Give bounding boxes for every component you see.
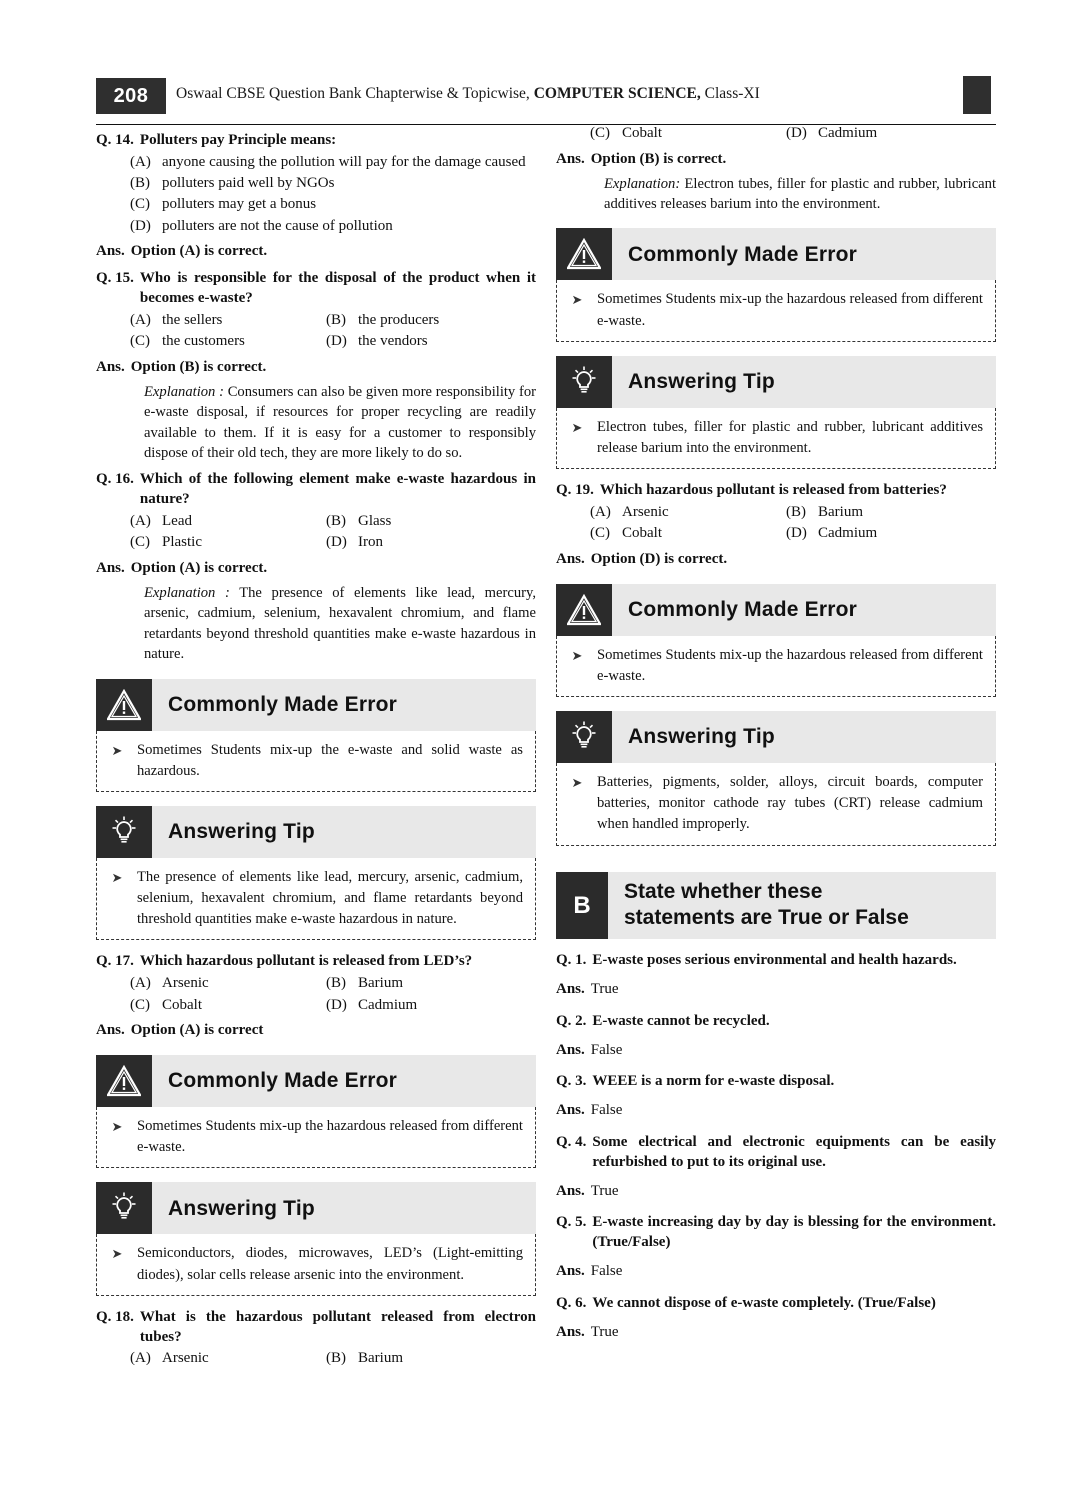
answering-tip-box xyxy=(556,356,996,469)
option-c xyxy=(130,195,536,215)
option-b xyxy=(326,311,439,331)
option-c xyxy=(130,332,326,352)
option-key: (B) xyxy=(326,311,346,328)
option-b xyxy=(326,974,403,994)
option-text: Cobalt xyxy=(622,125,662,141)
option-key: (B) xyxy=(326,975,346,992)
box-body-text: Semiconductors, diodes, microwaves, LED’s (Light-emitting diodes), solar cells release arsenic into the environment. xyxy=(137,1245,523,1283)
light-bulb-icon xyxy=(556,356,612,408)
options-q18-part1 xyxy=(96,1349,536,1369)
option-a xyxy=(130,1349,326,1369)
option-text: Barium xyxy=(818,503,863,520)
option-key: (A) xyxy=(590,503,611,520)
option-text: Plastic xyxy=(162,534,202,551)
box-body-text: Sometimes Students mix-up the hazardous released from different e-waste. xyxy=(597,646,983,684)
arrow-bullet-icon: ➤ xyxy=(111,869,123,885)
explanation-label: Explanation: xyxy=(604,175,681,192)
question-block-q19 xyxy=(556,481,996,501)
option-c xyxy=(130,996,326,1016)
tf-label: Q. 1. xyxy=(556,952,587,969)
tf-question xyxy=(556,951,996,971)
question-label: Q. 16. xyxy=(96,471,134,488)
box-body-text: Electron tubes, filler for plastic and rubber, lubricant additives release barium into the environment. xyxy=(597,418,983,456)
section-title-line2: statements are True or False xyxy=(624,906,909,930)
answer-label: Ans. xyxy=(96,560,125,577)
option-row xyxy=(590,503,996,523)
option-key: (D) xyxy=(786,125,807,141)
question-text: Which hazardous pollutant is released from LED’s? xyxy=(139,953,473,970)
option-text: Cobalt xyxy=(162,996,202,1013)
option-key: (D) xyxy=(130,217,151,234)
options-q18-part2 xyxy=(556,124,996,144)
option-d xyxy=(326,332,428,352)
commonly-made-error-box xyxy=(556,584,996,697)
box-title: Answering Tip xyxy=(168,1196,315,1220)
option-text: polluters may get a bonus xyxy=(162,196,317,213)
option-a xyxy=(130,974,326,994)
option-c xyxy=(130,533,326,553)
answering-tip-box xyxy=(556,711,996,845)
options-q17 xyxy=(96,974,536,1015)
option-b xyxy=(326,1349,403,1369)
tf-text: Some electrical and electronic equipments can be easily refurbished to put to its original use. xyxy=(592,1134,996,1170)
answer-q19 xyxy=(556,550,996,570)
tf-question xyxy=(556,1012,996,1032)
options-q15 xyxy=(96,311,536,352)
answer-q15 xyxy=(96,358,536,378)
option-text: anyone causing the pollution will pay for the damage caused xyxy=(162,153,526,170)
warning-triangle-icon xyxy=(96,679,152,731)
question-label: Q. 14. xyxy=(96,132,134,148)
answer-text: Option (B) is correct. xyxy=(130,358,267,375)
question-text: What is the hazardous pollutant released from electron tubes? xyxy=(139,1308,536,1345)
header-corner-mark xyxy=(963,76,991,114)
option-row xyxy=(130,974,536,994)
option-row xyxy=(130,512,536,532)
light-bulb-glyph xyxy=(107,815,141,849)
option-text: Arsenic xyxy=(622,503,669,520)
tf-answer xyxy=(556,980,996,1000)
option-d xyxy=(326,996,417,1016)
box-body-text: Sometimes Students mix-up the hazardous released from different e-waste. xyxy=(137,1118,523,1156)
left-column xyxy=(96,124,536,1369)
box-body xyxy=(556,408,996,469)
section-letter: B xyxy=(556,872,608,940)
commonly-made-error-box xyxy=(96,679,536,792)
tf-question xyxy=(556,1133,996,1173)
option-text: Cobalt xyxy=(622,525,662,542)
tf-text: We cannot dispose of e-waste completely. (True/False) xyxy=(592,1294,936,1311)
box-header xyxy=(556,711,996,763)
box-body xyxy=(96,1234,536,1295)
option-key: (B) xyxy=(786,503,806,520)
tf-question xyxy=(556,1072,996,1092)
page-header-title xyxy=(176,85,760,103)
commonly-made-error-box xyxy=(556,228,996,341)
option-text: Cadmium xyxy=(358,996,418,1013)
answer-label: Ans. xyxy=(96,1022,125,1039)
option-text: the producers xyxy=(358,311,440,328)
option-key: (D) xyxy=(326,534,347,551)
option-key: (D) xyxy=(326,996,347,1013)
header-title-subject: COMPUTER SCIENCE, xyxy=(533,85,701,102)
light-bulb-glyph xyxy=(107,1191,141,1225)
header-title-part2: Class-XI xyxy=(700,85,760,102)
answer-label: Ans. xyxy=(556,1263,585,1280)
option-d xyxy=(130,217,536,237)
option-text: polluters are not the cause of pollution xyxy=(162,217,393,234)
box-body xyxy=(96,858,536,940)
option-text: the vendors xyxy=(358,333,428,350)
light-bulb-glyph xyxy=(567,720,601,754)
explanation-q18 xyxy=(604,174,996,215)
answer-text: Option (A) is correct xyxy=(130,1022,264,1039)
option-text: Arsenic xyxy=(162,1350,209,1367)
answer-q14 xyxy=(96,242,536,262)
question-text: Who is responsible for the disposal of the product when it becomes e-waste? xyxy=(139,270,536,307)
header-title-part1: Oswaal CBSE Question Bank Chapterwise & Topicwise, xyxy=(176,85,534,102)
option-key: (C) xyxy=(590,525,610,542)
option-key: (A) xyxy=(130,975,151,992)
option-b xyxy=(130,174,536,194)
box-body xyxy=(556,280,996,341)
answer-label: Ans. xyxy=(556,150,585,167)
answer-text: Option (D) is correct. xyxy=(590,550,728,567)
warning-triangle-icon xyxy=(556,584,612,636)
answer-label: Ans. xyxy=(556,550,585,567)
section-b-header xyxy=(556,872,996,940)
option-text: Cadmium xyxy=(818,125,878,141)
warning-triangle-glyph xyxy=(567,238,601,270)
option-key: (A) xyxy=(130,513,151,530)
option-text: Barium xyxy=(358,1350,403,1367)
option-row xyxy=(130,332,536,352)
option-text: the sellers xyxy=(162,311,223,328)
box-title: Answering Tip xyxy=(628,369,775,393)
option-key: (D) xyxy=(786,525,807,542)
option-row xyxy=(130,1349,536,1369)
box-title: Commonly Made Error xyxy=(628,597,858,621)
light-bulb-icon xyxy=(96,806,152,858)
question-block-q17 xyxy=(96,952,536,972)
tf-answer xyxy=(556,1262,996,1282)
warning-triangle-glyph xyxy=(107,1065,141,1097)
arrow-bullet-icon: ➤ xyxy=(571,292,583,308)
option-d xyxy=(326,533,383,553)
answer-text: Option (A) is correct. xyxy=(130,560,268,577)
answer-text: Option (B) is correct. xyxy=(590,150,727,167)
box-header xyxy=(96,679,536,731)
tf-label: Q. 5. xyxy=(556,1214,587,1231)
arrow-bullet-icon: ➤ xyxy=(571,775,583,791)
box-header xyxy=(96,1182,536,1234)
answer-q17 xyxy=(96,1021,536,1041)
arrow-bullet-icon: ➤ xyxy=(111,1119,123,1135)
question-label: Q. 18. xyxy=(96,1308,134,1325)
option-d xyxy=(786,524,877,544)
option-text: Arsenic xyxy=(162,975,209,992)
arrow-bullet-icon: ➤ xyxy=(571,419,583,435)
tf-label: Q. 4. xyxy=(556,1134,587,1151)
option-text: Iron xyxy=(358,534,383,551)
box-body xyxy=(556,763,996,845)
question-label: Q. 19. xyxy=(556,482,594,499)
warning-triangle-icon xyxy=(96,1055,152,1107)
question-text: Which hazardous pollutant is released from batteries? xyxy=(599,482,947,499)
option-b xyxy=(326,512,391,532)
option-key: (C) xyxy=(590,125,610,141)
option-text: polluters paid well by NGOs xyxy=(162,175,335,192)
light-bulb-icon xyxy=(96,1182,152,1234)
question-block-q15 xyxy=(96,269,536,309)
tf-question xyxy=(556,1213,996,1253)
question-block-q16 xyxy=(96,470,536,510)
commonly-made-error-box xyxy=(96,1055,536,1168)
light-bulb-glyph xyxy=(567,365,601,399)
answer-label: Ans. xyxy=(96,243,125,260)
tf-question xyxy=(556,1294,996,1314)
box-header xyxy=(556,228,996,280)
box-header xyxy=(96,1055,536,1107)
explanation-text: Electron tubes, filler for plastic and rubber, lubricant additives releases barium into the environment. xyxy=(604,175,996,213)
option-key: (B) xyxy=(130,175,150,192)
option-b xyxy=(786,503,863,523)
options-q14 xyxy=(96,153,536,237)
tf-answer-text: True xyxy=(590,981,619,998)
explanation-label: Explanation : xyxy=(144,584,230,601)
box-body-text: Sometimes Students mix-up the hazardous released from different e-waste. xyxy=(597,291,983,329)
option-text: Glass xyxy=(358,513,392,530)
question-label: Q. 17. xyxy=(96,953,134,970)
answering-tip-box xyxy=(96,806,536,940)
box-title: Commonly Made Error xyxy=(168,692,398,716)
option-key: (B) xyxy=(326,1350,346,1367)
option-row xyxy=(590,524,996,544)
page-number: 208 xyxy=(96,78,166,114)
options-q16 xyxy=(96,512,536,553)
answer-text: Option (A) is correct. xyxy=(130,243,268,260)
option-row xyxy=(130,533,536,553)
question-block-q18 xyxy=(96,1308,536,1348)
option-a xyxy=(130,512,326,532)
option-key: (A) xyxy=(130,153,151,170)
option-key: (C) xyxy=(130,196,150,213)
right-column xyxy=(556,124,996,1342)
tf-answer-text: False xyxy=(590,1263,623,1280)
tf-answer xyxy=(556,1101,996,1121)
option-text: Cadmium xyxy=(818,525,878,542)
arrow-bullet-icon: ➤ xyxy=(111,1246,123,1262)
box-body xyxy=(96,1107,536,1168)
tf-label: Q. 3. xyxy=(556,1073,587,1090)
tf-answer-text: True xyxy=(590,1182,619,1199)
page-header xyxy=(0,78,1091,118)
box-title: Answering Tip xyxy=(628,725,775,749)
box-header xyxy=(556,356,996,408)
box-body xyxy=(556,636,996,697)
option-text: the customers xyxy=(162,333,245,350)
option-key: (D) xyxy=(326,333,347,350)
answer-label: Ans. xyxy=(556,1182,585,1199)
options-q19 xyxy=(556,503,996,544)
answer-label: Ans. xyxy=(556,1102,585,1119)
tf-text: WEEE is a norm for e-waste disposal. xyxy=(592,1073,835,1090)
tf-text: E-waste cannot be recycled. xyxy=(592,1012,770,1029)
warning-triangle-glyph xyxy=(567,594,601,626)
tf-label: Q. 2. xyxy=(556,1012,587,1029)
tf-answer xyxy=(556,1182,996,1202)
section-title-line1: State whether these xyxy=(624,879,823,903)
question-text: Polluters pay Principle means: xyxy=(139,132,337,148)
warning-triangle-glyph xyxy=(107,689,141,721)
tf-label: Q. 6. xyxy=(556,1294,587,1311)
box-body-text: Sometimes Students mix-up the e-waste and solid waste as hazardous. xyxy=(137,741,523,779)
light-bulb-icon xyxy=(556,711,612,763)
option-a xyxy=(590,503,786,523)
tf-answer-text: False xyxy=(590,1041,623,1058)
option-key: (C) xyxy=(130,333,150,350)
option-a xyxy=(130,311,326,331)
box-title: Commonly Made Error xyxy=(628,242,858,266)
section-title xyxy=(608,872,919,940)
option-row xyxy=(590,124,996,144)
option-text: Barium xyxy=(358,975,403,992)
explanation-q15 xyxy=(144,382,536,464)
option-key: (A) xyxy=(130,1350,151,1367)
answer-label: Ans. xyxy=(556,981,585,998)
answer-label: Ans. xyxy=(96,358,125,375)
true-false-list xyxy=(556,951,996,1342)
answer-label: Ans. xyxy=(556,1041,585,1058)
box-body-text: Batteries, pigments, solder, alloys, circuit boards, computer batteries, monitor cathode ray tubes (CRT) release cadmium when handled improperly. xyxy=(597,774,983,833)
box-title: Commonly Made Error xyxy=(168,1069,398,1093)
option-a xyxy=(130,153,536,173)
option-c xyxy=(590,524,786,544)
tf-answer-text: False xyxy=(590,1102,623,1119)
tf-text: E-waste increasing day by day is blessing for the environment.(True/False) xyxy=(592,1214,996,1251)
arrow-bullet-icon: ➤ xyxy=(571,647,583,663)
answer-label: Ans. xyxy=(556,1323,585,1340)
tf-answer-text: True xyxy=(590,1323,619,1340)
explanation-text: The presence of elements like lead, mercury, arsenic, cadmium, selenium, hexavalent chromium, and flame retardants beyond threshold quantities make e-waste hazardous in nature. xyxy=(144,584,536,663)
answer-q16 xyxy=(96,559,536,579)
option-key: (B) xyxy=(326,513,346,530)
box-header xyxy=(96,806,536,858)
option-row xyxy=(130,996,536,1016)
option-key: (A) xyxy=(130,311,151,328)
option-row xyxy=(130,311,536,331)
option-c xyxy=(590,124,786,144)
tf-text: E-waste poses serious environmental and health hazards. xyxy=(592,952,957,969)
question-label: Q. 15. xyxy=(96,270,134,287)
warning-triangle-icon xyxy=(556,228,612,280)
option-d xyxy=(786,124,877,144)
box-body-text: The presence of elements like lead, mercury, arsenic, cadmium, selenium, hexavalent chromium, and flame retardants beyond threshold quantities make e-waste hazardous in nature. xyxy=(137,868,523,928)
option-key: (C) xyxy=(130,996,150,1013)
arrow-bullet-icon: ➤ xyxy=(111,742,123,758)
tf-answer xyxy=(556,1323,996,1343)
option-key: (C) xyxy=(130,534,150,551)
question-block-q14 xyxy=(96,131,536,151)
box-header xyxy=(556,584,996,636)
tf-answer xyxy=(556,1041,996,1061)
explanation-q16 xyxy=(144,583,536,665)
option-text: Lead xyxy=(162,513,192,530)
explanation-label: Explanation : xyxy=(144,383,224,400)
answer-q18 xyxy=(556,150,996,170)
explanation-text: Consumers can also be given more responsibility for e-waste disposal, if resources for proper recycling are readily available to them. If it is easy for a customer to responsibly dispose of their old tech, they are more likely to do so. xyxy=(144,383,536,462)
answering-tip-box xyxy=(96,1182,536,1295)
box-title: Answering Tip xyxy=(168,820,315,844)
box-body xyxy=(96,731,536,792)
question-text: Which of the following element make e-waste hazardous in nature? xyxy=(139,471,536,508)
